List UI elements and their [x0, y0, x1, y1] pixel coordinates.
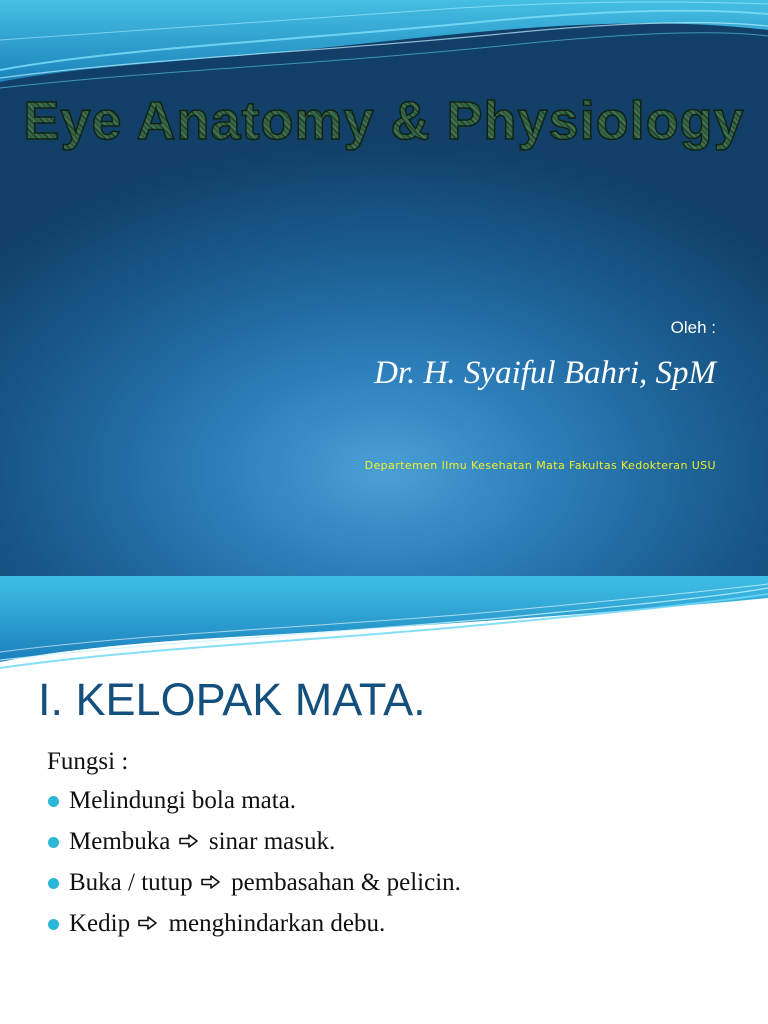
- list-item: [47, 784, 461, 825]
- presentation-title: Eye Anatomy & Physiology: [0, 90, 768, 152]
- list-item: [47, 907, 461, 948]
- bullet-dot: [48, 919, 59, 930]
- function-label: Fungsi :: [47, 748, 129, 775]
- bullet-dot: [48, 796, 59, 807]
- list-item-text: Melindungi bola mata.: [69, 787, 297, 814]
- right-arrow-icon: [201, 875, 221, 889]
- header-wave-decoration: [0, 576, 768, 676]
- bullet-dot: [48, 837, 59, 848]
- list-item: [47, 825, 461, 866]
- list-item-text: menghindarkan debu.: [168, 910, 386, 937]
- list-item-text: Buka / tutup: [69, 869, 193, 896]
- section-heading: I. KELOPAK MATA.: [38, 674, 426, 725]
- content-slide: [0, 576, 768, 1024]
- list-item: [47, 866, 461, 907]
- list-item-text: Kedip: [69, 910, 131, 937]
- list-item-text: sinar masuk.: [208, 828, 336, 855]
- right-arrow-icon: [138, 916, 158, 930]
- author-name: Dr. H. Syaiful Bahri, SpM: [374, 355, 716, 391]
- list-item-text: Membuka: [69, 828, 171, 855]
- list-item-text: pembasahan & pelicin.: [231, 869, 461, 896]
- bullet-dot: [48, 878, 59, 889]
- function-list: [47, 784, 461, 948]
- by-label: Oleh :: [670, 318, 716, 337]
- right-arrow-icon: [179, 834, 199, 848]
- department-label: Departemen Ilmu Kesehatan Mata Fakultas Kedokteran USU: [364, 459, 716, 472]
